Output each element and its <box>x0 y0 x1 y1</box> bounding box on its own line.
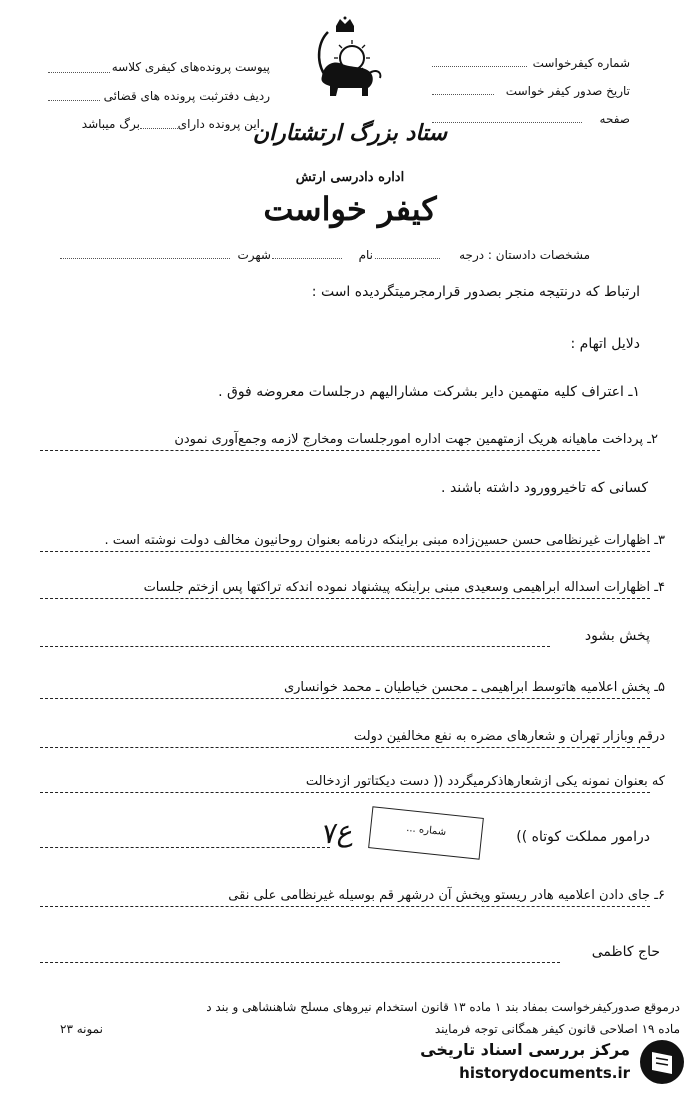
reason-item-2b: کسانی که تاخیروورود داشته باشند . <box>441 480 648 496</box>
issue-date-dots <box>432 94 494 95</box>
watermark-url: historydocuments.ir <box>459 1064 630 1082</box>
item-6b-underline <box>40 962 560 963</box>
watermark-title: مرکز بررسی اسناد تاریخی <box>420 1040 630 1059</box>
prosecutor-surname-label: شهرت <box>237 248 271 262</box>
crown-icon <box>336 17 354 33</box>
case-number-label: شماره کیفرخواست <box>532 56 630 70</box>
lion-icon <box>321 63 380 97</box>
lion-and-sun-emblem <box>302 16 388 106</box>
item-5a-underline <box>40 698 650 699</box>
prosecutor-name-dots <box>272 258 342 259</box>
reasons-heading: دلایل اتهام : <box>570 336 640 352</box>
reason-item-4a: ۴ـ اظهارات اسداله ابراهیمی وسعیدی مبنی براینکه پیشنهاد نموده اندکه تراکتها پس ازختم جلسات <box>143 580 665 595</box>
reason-item-1: ۱ـ اعتراف کلیه متهمین دایر بشرکت مشارالیهم درجلسات معروضه فوق . <box>218 384 640 400</box>
prosecutor-surname-dots <box>60 258 230 259</box>
reason-item-6b: حاج کاظمی <box>591 944 660 960</box>
register-dots <box>48 100 100 101</box>
registry-stamp: شماره ... <box>368 806 484 859</box>
reason-item-5b: درقم وبازار تهران و شعارهای مضره به نفع مخالفین دولت <box>353 729 665 744</box>
pages-field <box>175 117 260 131</box>
document-title: کیفر خواست <box>263 190 437 228</box>
issue-date-field <box>430 84 630 98</box>
reason-item-2a: ۲ـ پرداخت ماهیانه هریک ازمتهمین جهت اداره امورجلسات ومخارج لازمه وجمع‌آوری نمودن <box>174 432 658 447</box>
footer-note-line-1: درموقع صدورکیفرخواست بمفاد بند ۱ ماده ۱۳ قانون استخدام نیروهای مسلح شاهنشاهی و بند د <box>206 1000 680 1014</box>
form-number: نمونه ۲۳ <box>60 1022 103 1036</box>
pages-count-dots <box>140 128 178 129</box>
page-dots <box>432 122 582 123</box>
register-label: ردیف دفترثبت پرونده های قضائی <box>103 89 270 103</box>
footer-note-line-2: ماده ۱۹ اصلاحی قانون کیفر همگانی توجه فرمایند <box>434 1022 680 1036</box>
watermark-logo-icon <box>638 1036 686 1088</box>
item-4a-underline <box>40 598 650 599</box>
item-5b-underline <box>40 747 650 748</box>
item-2a-underline <box>40 450 600 451</box>
attached-dots <box>48 72 110 73</box>
page-label: صفحه <box>599 112 630 126</box>
reason-item-5a: ۵ـ پخش اعلامیه هاتوسط ابراهیمی ـ محسن خیاطیان ـ محمد خوانساری <box>283 680 665 695</box>
case-number-dots <box>432 66 527 67</box>
pages-suffix: برگ میباشد <box>81 117 140 131</box>
item-6a-underline <box>40 906 650 907</box>
reason-item-5d: درامور مملکت کوتاه )) <box>516 829 650 845</box>
attached-field <box>110 60 270 74</box>
prosecutor-rank-dots <box>375 258 440 259</box>
item-3-underline <box>40 551 650 552</box>
item-5c-underline <box>40 792 650 793</box>
department-name: اداره دادرسی ارتش <box>295 170 405 185</box>
prosecutor-name-label: نام <box>358 248 373 262</box>
signature: ۷ع <box>317 813 354 852</box>
item-5d-underline <box>40 847 330 848</box>
attached-label: پیوست پرونده‌های کیفری کلاسه <box>111 60 270 74</box>
reason-item-6a: ۶ـ جای دادن اعلامیه هادر ریستو وپخش آن درشهر قم بوسیله غیرنظامی علی نقی <box>228 888 665 903</box>
register-field <box>100 89 270 103</box>
page-field <box>430 112 630 126</box>
pages-label: این پرونده دارای <box>177 117 260 131</box>
issue-date-label: تاریخ صدور کیفر خواست <box>505 84 630 98</box>
intro-line: ارتباط که درنتیجه منجر بصدور قرارمجرمیتگردیده است : <box>311 284 640 300</box>
prosecutor-rank-label: مشخصات دادستان : درجه <box>459 248 590 262</box>
reason-item-4b: پخش بشود <box>584 628 650 644</box>
case-number-field <box>430 56 630 70</box>
reason-item-3: ۳ـ اظهارات غیرنظامی حسن حسین‌زاده مبنی براینکه درنامه بعنوان روحانیون مخالف دولت نوشته است . <box>104 533 665 548</box>
reason-item-5c: که بعنوان نمونه یکی ازشعارهاذکرمیگردد (( دست دیکتاتور ازدخالت <box>305 774 665 789</box>
item-4b-underline <box>40 646 550 647</box>
org-title: ستاد بزرگ ارتشتاران <box>252 120 448 146</box>
